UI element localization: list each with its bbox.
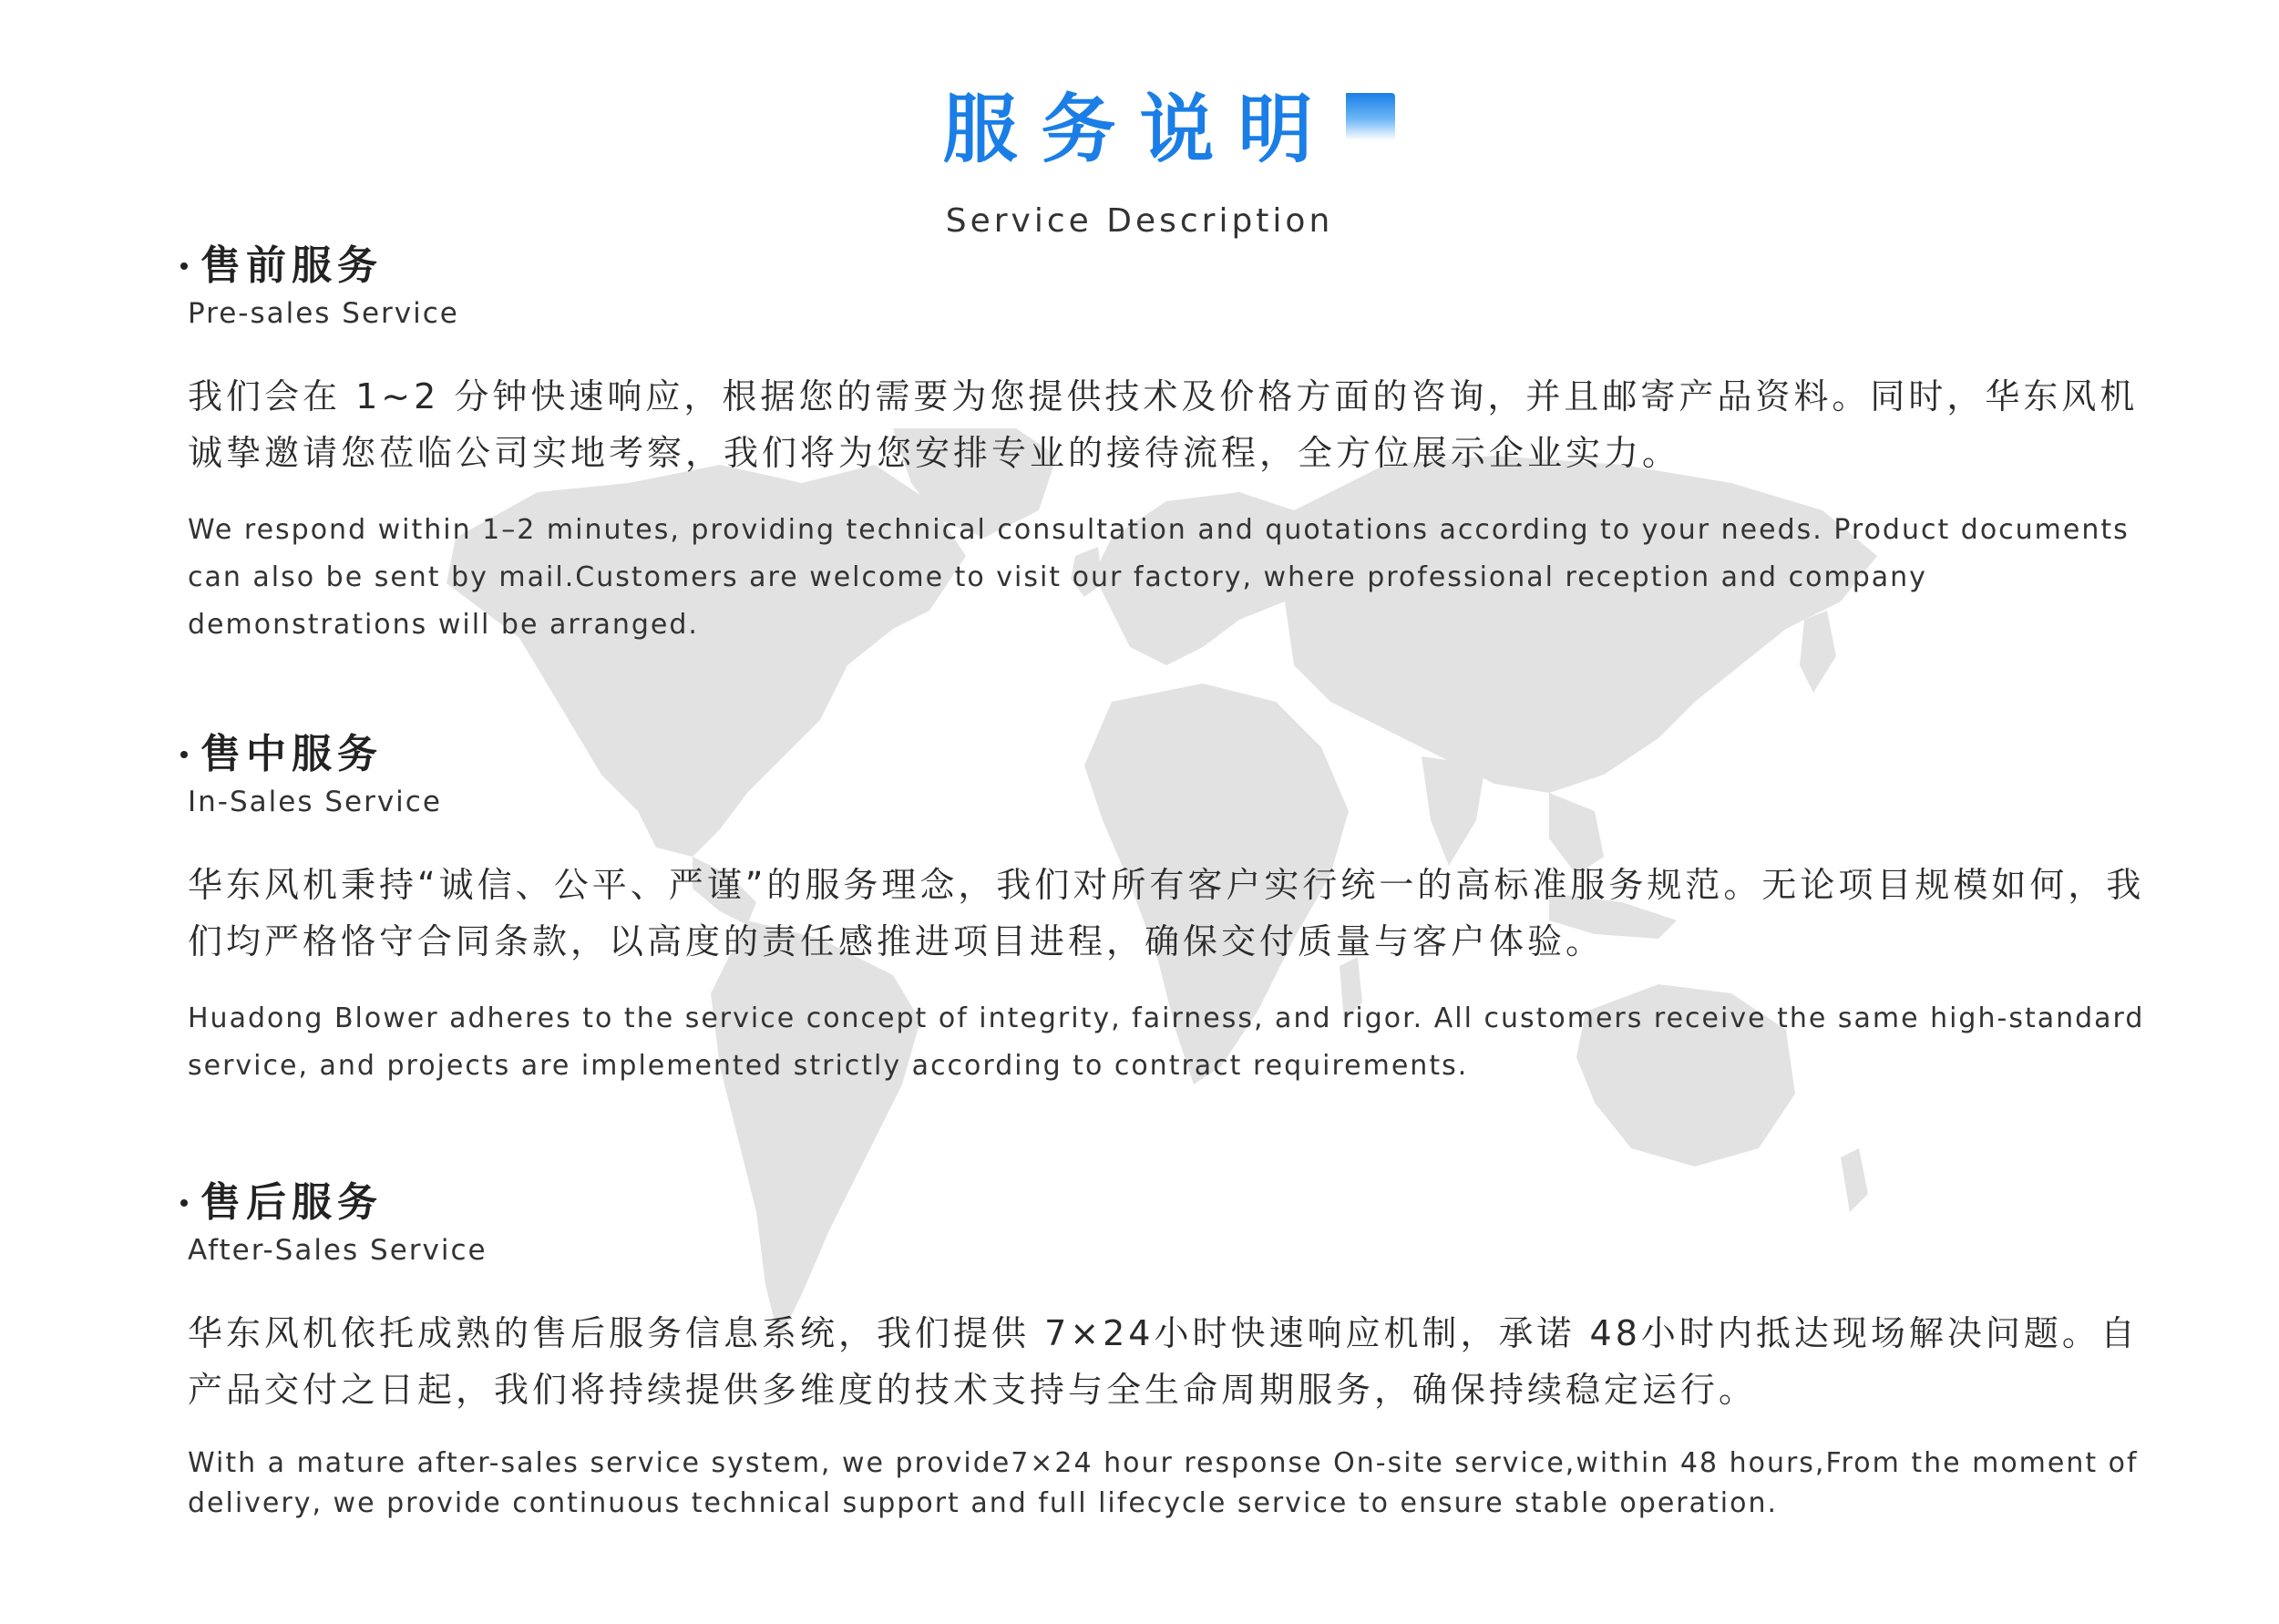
bullet-icon [180, 751, 188, 758]
section-text-cn: 华东风机秉持“诚信、公平、严谨”的服务理念，我们对所有客户实行统一的高标准服务规范。无论项目规模如何，我们均严格恪守合同条款，以高度的责任感推进项目进程，确保交付质量与客户体验。 [188, 865, 2145, 961]
section-title-cn [180, 729, 2149, 780]
page-title: 服务说明 [942, 87, 1337, 173]
section-text-cn: 我们会在 1~2 分钟快速响应，根据您的需要为您提供技术及价格方面的咨询，并且邮寄产品资料。同时，华东风机诚挚邀请您莅临公司实地考察，我们将为您安排专业的接待流程，全方位展示企业实力。 [188, 376, 2139, 473]
page-subtitle: Service Description [945, 202, 1334, 240]
section-after-sales [180, 1177, 2149, 1524]
section-in-sales [180, 729, 2149, 1090]
section-title-en: Pre-sales Service [188, 297, 459, 330]
section-title-en: After-Sales Service [188, 1234, 488, 1267]
page-header [0, 80, 2279, 242]
section-title-cn-text: 售中服务 [200, 731, 383, 777]
section-title-cn-text: 售前服务 [200, 242, 383, 289]
bullet-icon [180, 1199, 188, 1207]
section-text-en: We respond within 1–2 minutes, providing technical consultation and quotations according to your needs. Product documents can also be sent by mail.Customers are welcome to visit our factory, where professional reception and company demonstrations will be arranged. [188, 514, 2130, 641]
bullet-icon [180, 262, 188, 270]
title-corner-accent-icon [1346, 93, 1395, 140]
section-title-en: In-Sales Service [188, 786, 442, 818]
title-row [942, 80, 1336, 180]
section-text-en: Huadong Blower adheres to the service concept of integrity, fairness, and rigor. All customers receive the same high-standard service, and projects are implemented strictly according to contract requirements. [188, 1002, 2145, 1082]
section-title-cn [180, 1177, 2149, 1228]
section-text-en: With a mature after-sales service system, we provide7×24 hour response On-site service,within 48 hours,From the moment of delivery, we provide continuous technical support and full lifecycle service to ensure stable operation. [188, 1447, 2139, 1519]
section-text-cn: 华东风机依托成熟的售后服务信息系统，我们提供 7×24小时快速响应机制，承诺 48小时内抵达现场解决问题。自产品交付之日起，我们将持续提供多维度的技术支持与全生命周期服务，确保持续稳定运行。 [188, 1313, 2139, 1410]
section-pre-sales [180, 241, 2149, 649]
section-title-cn [180, 241, 2149, 292]
section-title-cn-text: 售后服务 [200, 1179, 383, 1226]
